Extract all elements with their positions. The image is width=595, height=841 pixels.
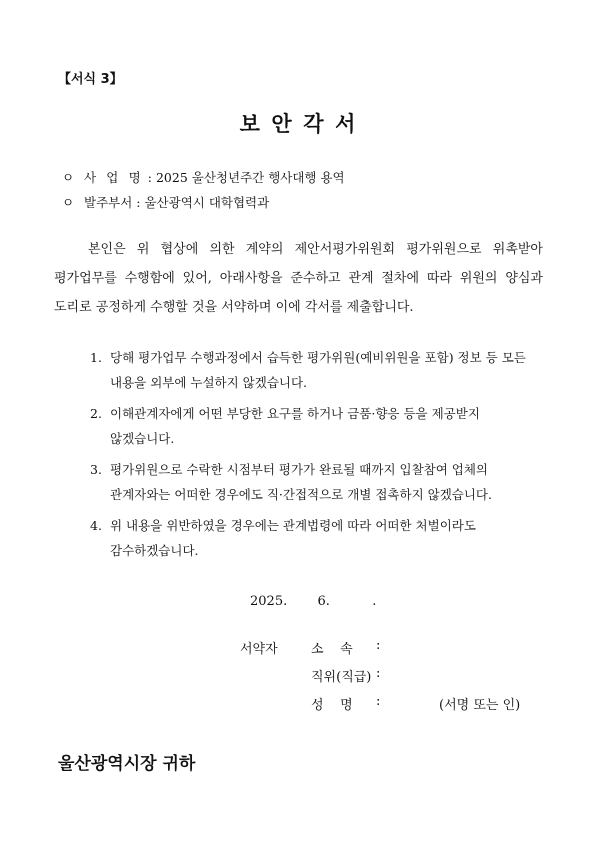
pledge-list: [90, 345, 542, 569]
position-label: 직위(직급): [311, 670, 372, 685]
pledge-number: 2.: [90, 406, 102, 421]
date-year: 2025.: [250, 594, 288, 609]
recipient: 울산광역시장 귀하: [58, 754, 196, 774]
department-value: 울산광역시 대학협력과: [144, 195, 270, 210]
department-label: 발주부서: [84, 195, 133, 210]
pledge-number: 3.: [90, 462, 102, 477]
pledge-text: 평가위원으로 수락한 시점부터 평가가 완료될 때까지 입찰참여 업체의 관계자와는 어떠한 경우에도 직·간접적으로 개별 접촉하지 않겠습니다.: [110, 462, 492, 502]
pledge-text: 당해 평가업무 수행과정에서 습득한 평가위원(예비위원을 포함) 정보 등 모든 내용을 외부에 누설하지 않겠습니다.: [110, 350, 526, 390]
pledge-item: [90, 401, 542, 451]
seal-note: (서명 또는 인): [439, 698, 521, 713]
project-name-value: 2025 울산청년주간 행사대행 용역: [155, 170, 345, 185]
pledge-number: 1.: [90, 350, 102, 365]
affiliation-colon: :: [376, 638, 381, 653]
position-colon: :: [376, 666, 381, 681]
bullet: ㅇ: [62, 170, 75, 185]
pledge-item: [90, 345, 542, 395]
affiliation-label: 소 속: [311, 642, 353, 657]
name-label: 성 명: [311, 698, 353, 713]
name-colon: :: [376, 694, 381, 709]
department-row: [62, 193, 269, 211]
date-day: .: [372, 594, 377, 609]
project-name-row: [62, 168, 345, 186]
project-name-label: 사 업 명: [84, 170, 144, 185]
document-title: 보안각서: [239, 111, 367, 136]
intro-paragraph: 본인은 위 협상에 의한 계약의 제안서평가위원회 평가위원으로 위촉받아 평가업무를 수행함에 있어, 아래사항을 준수하고 관계 절차에 따라 위원의 양심과 도리로 공정하게 수행할 것을 서약하며 이에 각서를 제출합니다.: [54, 242, 543, 315]
separator: :: [143, 170, 156, 185]
pledge-number: 4.: [90, 518, 102, 533]
pledge-item: [90, 513, 542, 563]
form-number: 【서식 3】: [58, 72, 123, 87]
pledge-item: [90, 457, 542, 507]
bullet: ㅇ: [62, 195, 75, 210]
date-line: [250, 594, 376, 609]
date-month: 6.: [317, 594, 330, 609]
pledger-label: 서약자: [240, 642, 278, 657]
pledge-text: 위 내용을 위반하였을 경우에는 관계법령에 따라 어떠한 처벌이라도 감수하겠습니다.: [110, 518, 476, 558]
pledge-text: 이해관계자에게 어떤 부당한 요구를 하거나 금품·향응 등을 제공받지 않겠습니다.: [110, 406, 480, 446]
separator: :: [132, 195, 145, 210]
